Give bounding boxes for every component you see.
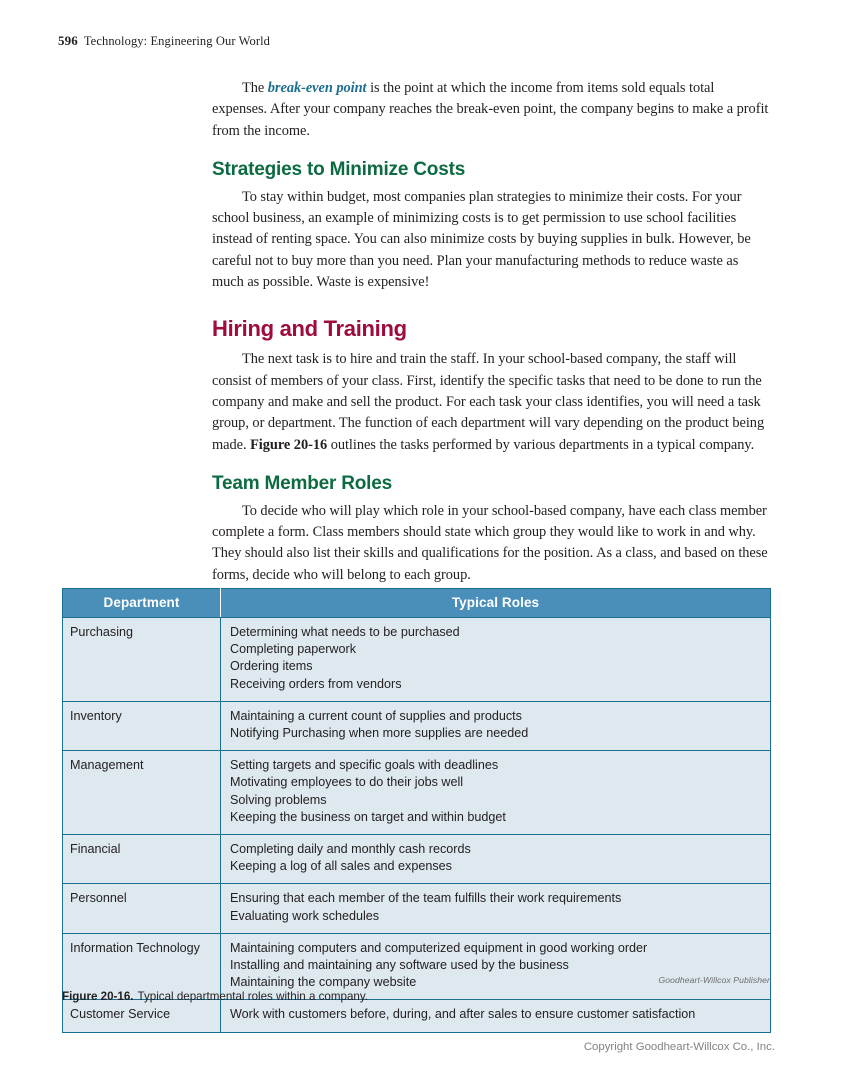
table-row [63, 751, 771, 835]
paragraph-team-member-roles: To decide who will play which role in your school-based company, have each class member complete a form. Class members should state which group they would like to work in and why. They should also list their skills and qualifications for the position. As a class, and based on these forms, decide who will belong to each group. [212, 502, 768, 583]
table-cell-roles [221, 884, 771, 933]
running-head [58, 33, 270, 49]
table-cell-department: Financial [63, 835, 221, 884]
role-line: Solving problems [230, 792, 327, 807]
figure-credit: Goodheart-Willcox Publisher [658, 975, 770, 985]
key-term-break-even-point: break-even point [267, 80, 367, 96]
page-number: 596 [58, 33, 78, 48]
table-header [63, 589, 771, 618]
role-line: Keeping the business on target and within budget [230, 809, 506, 824]
departmental-roles-table [62, 588, 771, 1033]
paragraph-hiring-training [212, 349, 772, 455]
role-line: Work with customers before, during, and after sales to ensure customer satisfaction [230, 1007, 696, 1022]
paragraph-lead-text: The [242, 80, 268, 96]
figure-caption-label: Figure 20-16. [62, 990, 134, 1003]
role-line: Setting targets and specific goals with deadlines [230, 758, 499, 773]
heading-team-member-roles: Team Member Roles [212, 472, 392, 494]
paragraph-break-even [212, 78, 772, 142]
table-cell-department: Customer Service [63, 1000, 221, 1032]
column-header-typical-roles: Typical Roles [221, 589, 771, 618]
heading-hiring-and-training: Hiring and Training [212, 316, 407, 342]
table-header-row [63, 589, 771, 618]
role-line: Keeping a log of all sales and expenses [230, 859, 452, 874]
table-row [63, 835, 771, 884]
role-line: Receiving orders from vendors [230, 676, 402, 691]
table-cell-roles [221, 701, 771, 750]
table-cell-roles [221, 1000, 771, 1032]
copyright-notice: Copyright Goodheart-Willcox Co., Inc. [583, 1041, 775, 1053]
table-row [63, 701, 771, 750]
paragraph-rest-text: outlines the tasks performed by various departments in a typical company. [327, 436, 755, 453]
role-line: Motivating employees to do their jobs well [230, 775, 464, 790]
role-line: Maintaining computers and computerized equipment in good working order [230, 940, 648, 955]
role-line: Notifying Purchasing when more supplies are needed [230, 726, 529, 741]
role-line: Maintaining a current count of supplies and products [230, 708, 522, 723]
paragraph-minimize-costs: To stay within budget, most companies plan strategies to minimize their costs. For your school business, an example of minimizing costs is to get permission to use school facilities instead of renting space. You can also minimize costs by buying supplies in bulk. However, be careful not to buy more than you need. Plan your manufacturing methods to reduce waste as much as possible. Waste is expensive! [212, 188, 751, 291]
table-cell-roles [221, 835, 771, 884]
table-body [63, 618, 771, 1033]
paragraph-rest-text: is the point at which the income from items sold equals total expenses. After your company reaches the break-even point, the company begins to make a profit from the income. [212, 80, 769, 139]
figure-caption-text: Typical departmental roles within a company. [137, 990, 369, 1003]
role-line: Evaluating work schedules [230, 908, 380, 923]
table-row [63, 884, 771, 933]
table-cell-department: Information Technology [63, 933, 221, 1000]
role-line: Completing daily and monthly cash records [230, 842, 471, 857]
table-cell-department: Purchasing [63, 618, 221, 702]
table-row [63, 618, 771, 702]
book-title: Technology: Engineering Our World [83, 34, 271, 48]
role-line: Determining what needs to be purchased [230, 625, 460, 639]
role-line: Maintaining the company website [230, 975, 417, 990]
role-line: Completing paperwork [230, 642, 356, 657]
table-row [63, 1000, 771, 1032]
table-cell-department: Personnel [63, 884, 221, 933]
table-cell-roles [221, 751, 771, 835]
paragraph-lead-text: The next task is to hire and train the staff. In your school-based company, the staff will consist of members of your class. First, identify the specific tasks that need to be done to run the company and make and sell the product. For each task your class identifies, you will need a task group, or department. The function of each department will vary depending on the product being made. [212, 351, 765, 453]
table-cell-roles [221, 618, 771, 702]
figure-caption [62, 990, 368, 1003]
role-line: Ensuring that each member of the team fulfills their work requirements [230, 891, 622, 906]
role-line: Ordering items [230, 659, 313, 674]
column-header-department: Department [63, 589, 221, 618]
text-column [212, 78, 772, 586]
role-line: Installing and maintaining any software used by the business [230, 958, 569, 973]
table-cell-department: Inventory [63, 701, 221, 750]
table-cell-department: Management [63, 751, 221, 835]
heading-strategies-to-minimize-costs: Strategies to Minimize Costs [212, 158, 466, 180]
figure-reference: Figure 20-16 [250, 436, 328, 453]
